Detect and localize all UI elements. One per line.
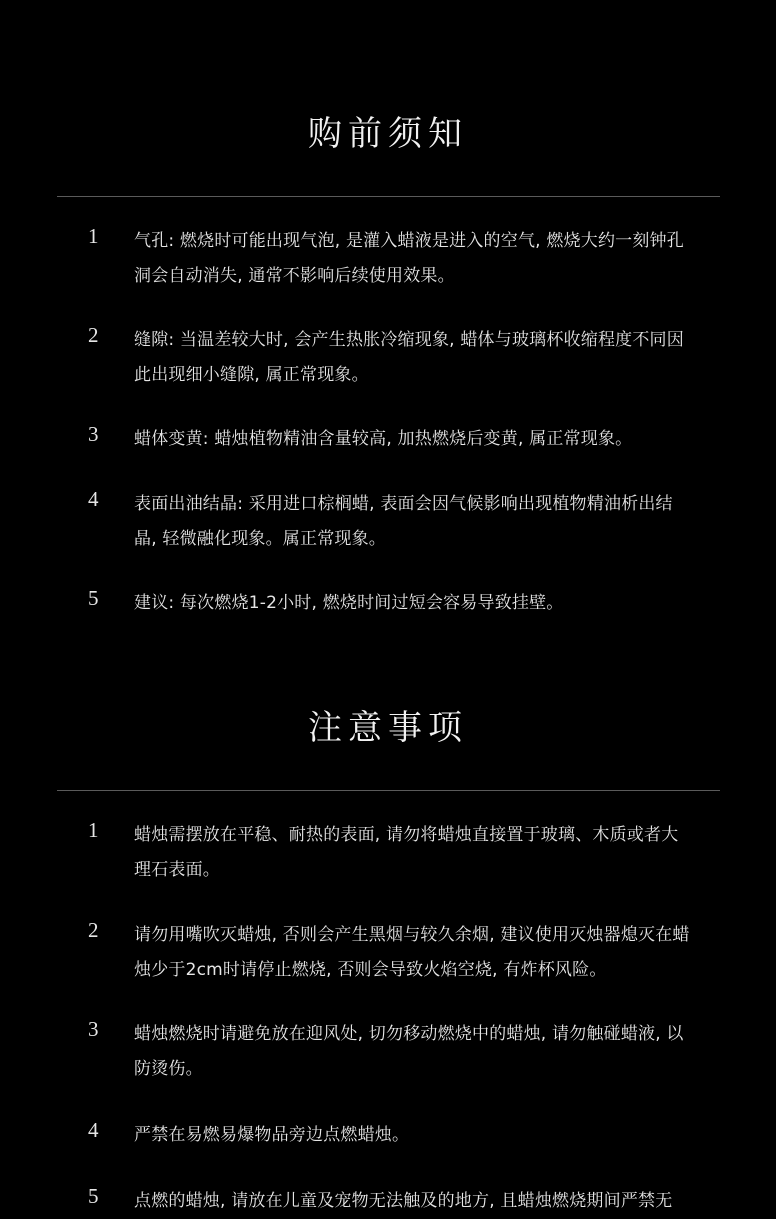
item-number: 5 [88,586,99,610]
item-text: 表面出油结晶: 采用进口棕榈蜡, 表面会因气候影响出现植物精油析出结晶, 轻微融化现象。属正常现象。 [134,494,673,549]
item-text: 严禁在易燃易爆物品旁边点燃蜡烛。 [134,1125,410,1145]
section-title-precautions: 注意事项 [308,708,468,748]
item-text: 建议: 每次燃烧1-2小时, 燃烧时间过短会容易导致挂壁。 [134,593,564,613]
item-text: 蜡烛燃烧时请避免放在迎风处, 切勿移动燃烧中的蜡烛, 请勿触碰蜡液, 以防烫伤。 [134,1024,684,1079]
item-number: 5 [88,1184,99,1208]
divider [57,790,720,791]
item-number: 3 [88,422,99,446]
item-number: 4 [88,487,99,511]
item-text: 缝隙: 当温差较大时, 会产生热胀冷缩现象, 蜡体与玻璃杯收缩程度不同因此出现细小缝隙, 属正常现象。 [134,330,684,385]
section-title-purchase-notes: 购前须知 [308,114,468,154]
item-number: 1 [88,224,99,248]
divider [57,196,720,197]
item-number: 4 [88,1118,99,1142]
item-text: 蜡体变黄: 蜡烛植物精油含量较高, 加热燃烧后变黄, 属正常现象。 [134,429,633,449]
item-text: 气孔: 燃烧时可能出现气泡, 是灌入蜡液是进入的空气, 燃烧大约一刻钟孔洞会自动消失, 通常不影响后续使用效果。 [134,231,684,286]
item-number: 2 [88,918,99,942]
item-number: 3 [88,1017,99,1041]
item-text: 请勿用嘴吹灭蜡烛, 否则会产生黑烟与较久余烟, 建议使用灭烛器熄灭在蜡烛少于2cm时请停止燃烧, 否则会导致火焰空烧, 有炸杯风险。 [134,925,690,980]
item-text: 蜡烛需摆放在平稳、耐热的表面, 请勿将蜡烛直接置于玻璃、木质或者大理石表面。 [134,825,679,880]
item-text: 点燃的蜡烛, 请放在儿童及宠物无法触及的地方, 且蜡烛燃烧期间严禁无 [134,1191,673,1211]
item-number: 1 [88,818,99,842]
item-number: 2 [88,323,99,347]
